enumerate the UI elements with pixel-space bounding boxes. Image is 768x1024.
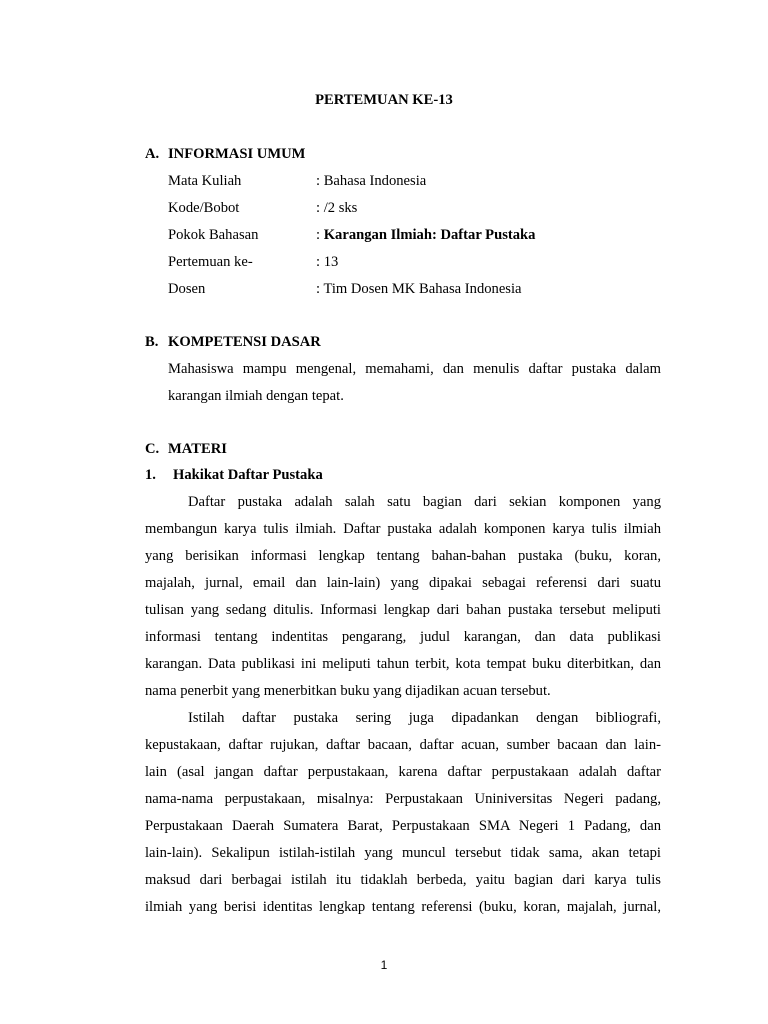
- section-a-title: INFORMASI UMUM: [168, 146, 306, 162]
- section-a-heading: [145, 146, 305, 163]
- paragraph-line: membangun karya tulis ilmiah. Daftar pustaka adalah komponen karya tulis ilmiah: [145, 521, 661, 537]
- subsection-title: Hakikat Daftar Pustaka: [173, 467, 323, 483]
- paragraph-line: karangan. Data publikasi ini meliputi tahun terbit, kota tempat buku diterbitkan, dan: [145, 656, 661, 672]
- info-row-mata-kuliah: [168, 173, 668, 190]
- section-a-number: A.: [145, 146, 160, 162]
- info-value: : 13: [316, 254, 339, 270]
- paragraph-line: informasi tentang indentitas pengarang, judul karangan, dan data publikasi: [145, 629, 661, 645]
- paragraph-line: Mahasiswa mampu mengenal, memahami, dan menulis daftar pustaka dalam: [168, 361, 661, 377]
- info-row-kode-bobot: [168, 200, 668, 217]
- page-number: 1: [380, 958, 388, 972]
- section-b-number: B.: [145, 334, 159, 350]
- paragraph-line: nama penerbit yang menerbitkan buku yang dijadikan acuan tersebut.: [145, 683, 551, 699]
- info-value-prefix: :: [316, 227, 324, 243]
- paragraph-line: Daftar pustaka adalah salah satu bagian dari sekian komponen yang: [188, 494, 661, 510]
- subsection-heading: [145, 467, 323, 484]
- info-value: : /2 sks: [316, 200, 358, 216]
- paragraph-line: Istilah daftar pustaka sering juga dipadankan dengan bibliografi,: [188, 710, 661, 726]
- paragraph-line: majalah, jurnal, email dan lain-lain) yang dipakai sebagai referensi dari suatu: [145, 575, 661, 591]
- info-label: Mata Kuliah: [168, 173, 242, 189]
- paragraph-line: kepustakaan, daftar rujukan, daftar bacaan, daftar acuan, sumber bacaan dan lain-: [145, 737, 661, 753]
- info-row-dosen: [168, 281, 668, 298]
- info-row-pertemuan: [168, 254, 668, 271]
- paragraph-line: nama-nama perpustakaan, misalnya: Perpustakaan Uniniversitas Negeri padang,: [145, 791, 661, 807]
- info-row-pokok-bahasan: [168, 227, 668, 244]
- section-b-title: KOMPETENSI DASAR: [168, 334, 321, 350]
- paragraph-line: maksud dari berbagai istilah itu tidaklah berbeda, yaitu bagian dari karya tulis: [145, 872, 661, 888]
- paragraph-line: ilmiah yang berisi identitas lengkap tentang referensi (buku, koran, majalah, jurnal,: [145, 899, 661, 915]
- info-label: Pokok Bahasan: [168, 227, 259, 243]
- info-value: Karangan Ilmiah: Daftar Pustaka: [323, 227, 536, 243]
- paragraph-line: Perpustakaan Daerah Sumatera Barat, Perpustakaan SMA Negeri 1 Padang, dan: [145, 818, 661, 834]
- section-c-heading: [145, 441, 227, 458]
- info-label: Pertemuan ke-: [168, 254, 253, 270]
- subsection-number: 1.: [145, 467, 156, 483]
- info-label: Dosen: [168, 281, 206, 297]
- section-c-number: C.: [145, 441, 160, 457]
- paragraph-line: yang berisikan informasi lengkap tentang bahan-bahan pustaka (buku, koran,: [145, 548, 661, 564]
- info-value: : Tim Dosen MK Bahasa Indonesia: [316, 281, 522, 297]
- paragraph-line: lain (asal jangan daftar perpustakaan, karena daftar perpustakaan adalah daftar: [145, 764, 661, 780]
- page-title: PERTEMUAN KE-13: [315, 92, 453, 108]
- info-value: : Bahasa Indonesia: [316, 173, 427, 189]
- paragraph-line: karangan ilmiah dengan tepat.: [168, 388, 344, 404]
- section-b-heading: [145, 334, 321, 351]
- info-label: Kode/Bobot: [168, 200, 240, 216]
- section-c-title: MATERI: [168, 441, 227, 457]
- paragraph-line: lain-lain). Sekalipun istilah-istilah yang muncul tersebut tidak sama, akan tetapi: [145, 845, 661, 861]
- paragraph-line: tulisan yang sedang ditulis. Informasi lengkap dari bahan pustaka tersebut meliputi: [145, 602, 661, 618]
